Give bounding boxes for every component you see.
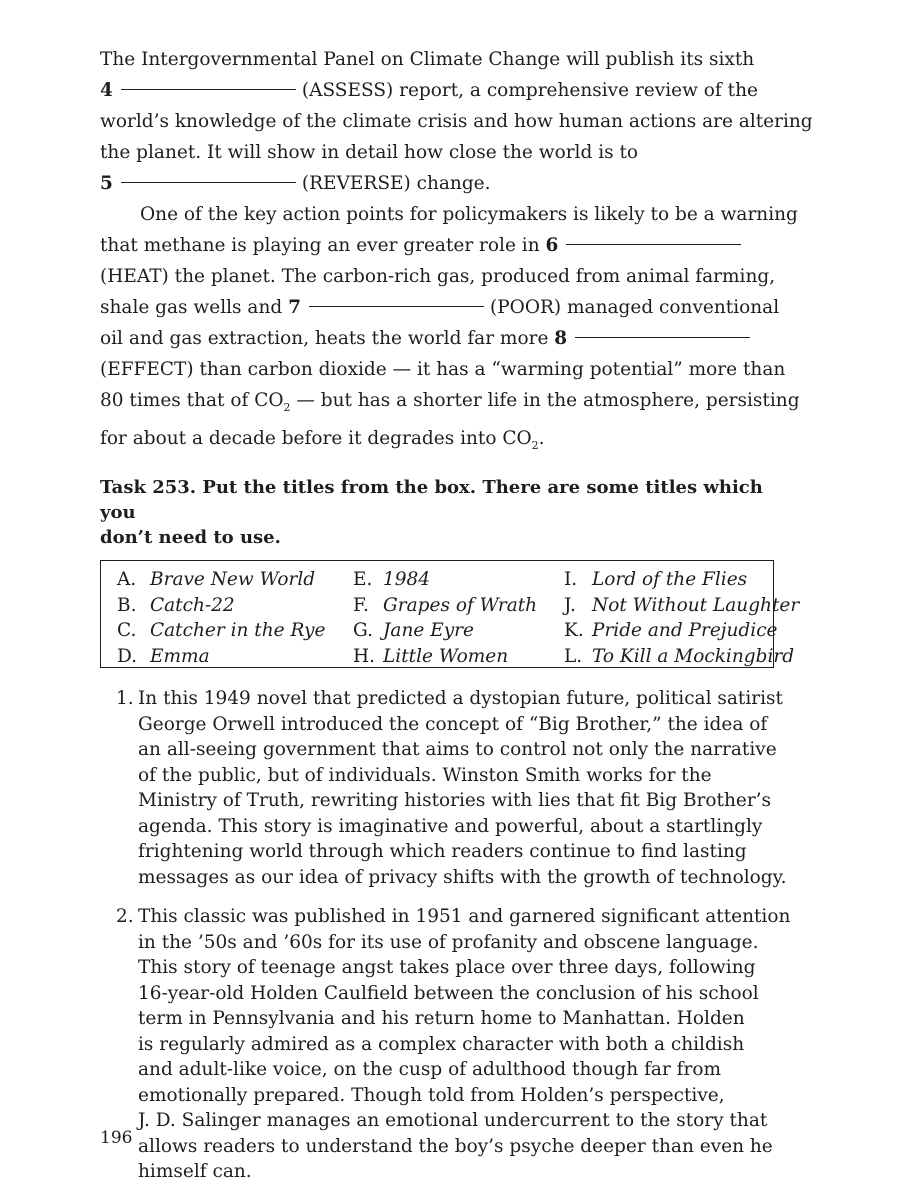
item-line: frightening world through which readers continue to find lasting <box>138 841 747 862</box>
gap-text: (REVERSE) change. <box>301 173 491 194</box>
option-letter: F. <box>353 594 369 616</box>
item-line: emotionally prepared. Though told from Holden’s perspective, <box>138 1084 725 1106</box>
item-number: 1. <box>116 688 134 709</box>
title-option <box>353 593 537 619</box>
passage-line: world’s knowledge of the climate crisis and how human actions are altering <box>100 111 813 132</box>
subscript: 2 <box>283 401 291 414</box>
item-line: agenda. This story is imaginative and powerful, about a startlingly <box>138 815 763 837</box>
answer-blank-6[interactable] <box>566 243 741 245</box>
option-letter: L. <box>564 645 583 667</box>
answer-blank-4[interactable] <box>121 88 296 90</box>
title-option <box>117 593 325 619</box>
item-number: 2. <box>116 906 134 927</box>
gap-text: oil and gas extraction, heats the world far more <box>100 328 549 349</box>
co2-line <box>100 423 790 461</box>
passage-line: One of the key action points for policymakers is likely to be a warning <box>140 204 798 225</box>
gap-text: that methane is playing an ever greater role in <box>100 235 540 256</box>
title-option <box>353 644 537 670</box>
gap-text: (ASSESS) report, a comprehensive review of the <box>301 80 758 101</box>
answer-blank-8[interactable] <box>575 336 750 338</box>
item-line: 16-year-old Holden Caulfield between the conclusion of his school <box>138 982 759 1004</box>
question-item <box>100 686 790 890</box>
option-letter: E. <box>353 569 373 590</box>
option-letter: D. <box>117 645 138 667</box>
title-option <box>117 618 325 644</box>
item-line: Ministry of Truth, rewriting histories with lies that fit Big Brother’s <box>138 790 772 811</box>
page-number: 196 <box>100 1128 133 1148</box>
title-option <box>564 644 799 670</box>
option-letter: K. <box>564 620 584 641</box>
option-title: Emma <box>150 645 210 667</box>
gap-text: (POOR) managed conventional <box>489 297 780 318</box>
answer-blank-7[interactable] <box>309 305 484 307</box>
option-title: To Kill a Mockingbird <box>592 645 795 667</box>
titles-column-1 <box>117 567 325 669</box>
gap-line-6 <box>100 230 790 261</box>
gap-number: 6 <box>545 235 559 256</box>
item-line: This classic was published in 1951 and garnered significant attention <box>138 906 791 927</box>
passage-line: The Intergovernmental Panel on Climate Change will publish its sixth <box>100 49 755 70</box>
co2-text: . <box>538 428 545 449</box>
title-option <box>564 618 799 644</box>
gap-line-7 <box>100 292 790 323</box>
co2-text: — but has a shorter life in the atmosphere, persisting <box>290 390 800 411</box>
task-heading <box>100 475 790 550</box>
gap-line-5 <box>100 168 790 199</box>
option-title: Grapes of Wrath <box>383 594 538 616</box>
option-title: Little Women <box>383 645 509 667</box>
item-line: messages as our idea of privacy shifts with the growth of technology. <box>138 866 787 888</box>
item-line: term in Pennsylvania and his return home to Manhattan. Holden <box>138 1008 745 1029</box>
option-letter: A. <box>117 569 137 590</box>
subscript: 2 <box>531 439 539 452</box>
title-option <box>564 567 799 593</box>
item-line: himself can. <box>138 1161 252 1182</box>
option-letter: B. <box>117 594 137 616</box>
option-letter: I. <box>564 569 578 590</box>
passage <box>100 44 813 461</box>
passage-line: (EFFECT) than carbon dioxide — it has a “warming potential” more than <box>100 359 786 380</box>
item-line: In this 1949 novel that predicted a dystopian future, political satirist <box>138 688 783 709</box>
option-title: 1984 <box>383 569 431 590</box>
title-option <box>117 644 325 670</box>
gap-number: 4 <box>100 80 113 101</box>
item-line: and adult-like voice, on the cusp of adulthood though far from <box>138 1059 722 1080</box>
option-title: Catch-22 <box>150 594 235 616</box>
option-title: Pride and Prejudice <box>592 620 778 641</box>
question-item <box>100 904 790 1185</box>
option-letter: J. <box>564 594 576 616</box>
item-line: an all-seeing government that aims to control not only the narrative <box>138 739 777 760</box>
gap-line-8 <box>100 323 790 354</box>
title-option <box>353 618 537 644</box>
task-heading-line: don’t need to use. <box>100 527 281 548</box>
page-content <box>100 44 813 1199</box>
title-option <box>564 593 799 619</box>
titles-box <box>100 560 800 668</box>
passage-line: the planet. It will show in detail how close the world is to <box>100 142 639 163</box>
option-title: Brave New World <box>150 569 316 590</box>
item-line: of the public, but of individuals. Winston Smith works for the <box>138 764 712 786</box>
option-title: Catcher in the Rye <box>150 620 326 641</box>
titles-column-3 <box>564 567 799 669</box>
gap-number: 5 <box>100 173 113 194</box>
item-line: George Orwell introduced the concept of “Big Brother,” the idea of <box>138 713 768 735</box>
gap-line-4 <box>100 75 790 106</box>
option-title: Lord of the Flies <box>592 569 748 590</box>
question-list <box>100 686 790 1185</box>
title-option <box>353 567 537 593</box>
option-title: Jane Eyre <box>383 620 474 641</box>
answer-blank-5[interactable] <box>121 181 296 183</box>
gap-number: 8 <box>554 328 568 349</box>
passage-line: (HEAT) the planet. The carbon-rich gas, produced from animal farming, <box>100 266 776 287</box>
item-line: allows readers to understand the boy’s psyche deeper than even he <box>138 1135 773 1157</box>
item-line: This story of teenage angst takes place over three days, following <box>138 957 756 978</box>
option-letter: G. <box>353 620 373 641</box>
title-option <box>117 567 325 593</box>
co2-text: for about a decade before it degrades into CO <box>100 428 532 449</box>
co2-line <box>100 385 800 423</box>
task-heading-line: Task 253. Put the titles from the box. There are some titles which you <box>100 477 763 523</box>
item-line: is regularly admired as a complex character with both a childish <box>138 1033 745 1055</box>
gap-number: 7 <box>288 297 301 318</box>
item-line: in the ’50s and ’60s for its use of profanity and obscene language. <box>138 931 759 953</box>
gap-text: shale gas wells and <box>100 297 283 318</box>
item-line: J. D. Salinger manages an emotional undercurrent to the story that <box>138 1110 768 1131</box>
option-title: Not Without Laughter <box>592 594 800 616</box>
option-letter: C. <box>117 620 137 641</box>
option-letter: H. <box>353 645 376 667</box>
co2-text: 80 times that of CO <box>100 390 284 411</box>
titles-column-2 <box>353 567 537 669</box>
